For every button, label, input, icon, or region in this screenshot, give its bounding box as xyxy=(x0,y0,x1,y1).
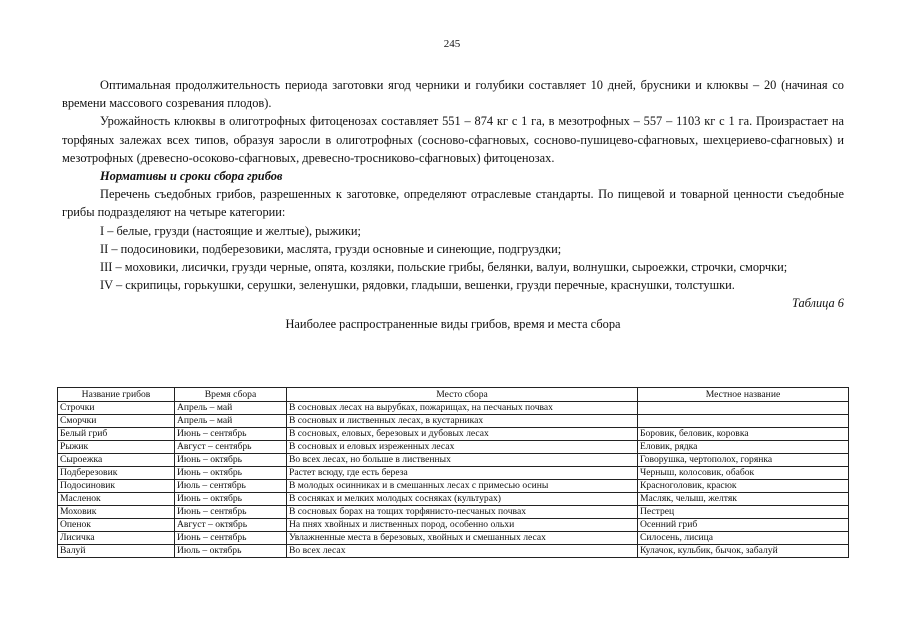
table-cell: Июль – сентябрь xyxy=(175,480,287,493)
table-row xyxy=(58,441,849,454)
table-cell: Во всех лесах xyxy=(287,545,638,558)
table-row xyxy=(58,545,849,558)
table-cell: В сосновых и еловых изреженных лесах xyxy=(287,441,638,454)
column-header: Место сбора xyxy=(287,388,638,402)
table-cell: Черныш, колосовик, обабок xyxy=(638,467,849,480)
table-cell: Август – сентябрь xyxy=(175,441,287,454)
table-row xyxy=(58,493,849,506)
table-cell: В молодых осинниках и в смешанных лесах с примесью осины xyxy=(287,480,638,493)
table-row xyxy=(58,506,849,519)
category-item: I – белые, грузди (настоящие и желтые), рыжики; xyxy=(100,223,361,238)
table-cell: Сморчки xyxy=(58,415,175,428)
table-cell: Во всех лесах, но больше в лиственных xyxy=(287,454,638,467)
table-cell: Август – октябрь xyxy=(175,519,287,532)
body-text xyxy=(62,76,844,333)
table-cell: Увлажненные места в березовых, хвойных и смешанных лесах xyxy=(287,532,638,545)
table-cell: Говорушка, чертополох, горянка xyxy=(638,454,849,467)
table-cell: В сосновых лесах на вырубках, пожарищах, на песчаных почвах xyxy=(287,402,638,415)
table-cell: Опенок xyxy=(58,519,175,532)
table-row xyxy=(58,454,849,467)
table-cell: Подберезовик xyxy=(58,467,175,480)
table-cell: Апрель – май xyxy=(175,415,287,428)
table-cell: Рыжик xyxy=(58,441,175,454)
table-cell: Июнь – октябрь xyxy=(175,493,287,506)
table-cell: Июнь – сентябрь xyxy=(175,532,287,545)
column-header: Название грибов xyxy=(58,388,175,402)
table-label: Таблица 6 xyxy=(792,296,844,311)
table-cell: В сосновых, еловых, березовых и дубовых лесах xyxy=(287,428,638,441)
table-cell: На пнях хвойных и лиственных пород, особенно ольхи xyxy=(287,519,638,532)
table-row xyxy=(58,467,849,480)
table-cell: Кулачок, кульбик, бычок, забалуй xyxy=(638,545,849,558)
table-row xyxy=(58,415,849,428)
table-cell: Красноголовик, красюк xyxy=(638,480,849,493)
table-cell: Моховик xyxy=(58,506,175,519)
table-row xyxy=(58,428,849,441)
table-cell: Силосень, лисица xyxy=(638,532,849,545)
table-row xyxy=(58,480,849,493)
category-item: III – моховики, лисички, грузди черные, опята, козляки, польские грибы, белянки, валуи, волнушки, сыроежки, строчки, сморчки; xyxy=(100,260,788,275)
table-cell: Июль – октябрь xyxy=(175,545,287,558)
table-cell: Июнь – сентябрь xyxy=(175,506,287,519)
table-cell: В сосновых и лиственных лесах, в кустарниках xyxy=(287,415,638,428)
paragraph-harvest-period: Оптимальная продолжительность периода заготовки ягод черники и голубики составляет 10 дней, брусники и клюквы – 20 (начиная со времени массового созревания плодов). xyxy=(62,78,844,111)
table-cell: Строчки xyxy=(58,402,175,415)
mushroom-table xyxy=(57,387,849,558)
table-cell: Масляк, челыш, желтяк xyxy=(638,493,849,506)
table-cell: Июнь – октябрь xyxy=(175,467,287,480)
column-header: Время сбора xyxy=(175,388,287,402)
table-cell: Масленок xyxy=(58,493,175,506)
table-cell: Пестрец xyxy=(638,506,849,519)
page-number: 245 xyxy=(443,38,461,50)
table-cell: Апрель – май xyxy=(175,402,287,415)
table-cell: Растет всюду, где есть береза xyxy=(287,467,638,480)
table-cell: Сыроежка xyxy=(58,454,175,467)
table-cell: Еловик, рядка xyxy=(638,441,849,454)
category-item: IV – скрипицы, горькушки, серушки, зеленушки, рядовки, гладыши, вешенки, грузди перечные, краснушки, толстушки. xyxy=(100,278,735,293)
paragraph-cranberry-yield: Урожайность клюквы в олиготрофных фитоценозах составляет 551 – 874 кг с 1 га, в мезотрофных – 557 – 1103 кг с 1 га. Произрастает на торфяных залежах всех типов, образуя заросли в олиготрофных (сосново-сфагновых, сосново-пушицево-сфагновых, шехцериево-сфагновых) и мезотрофных (древесно-осоково-сфагновых, древесно-тросниково-сфагновых) фитоценозах. xyxy=(62,114,844,165)
table-header-row xyxy=(58,388,849,402)
table-cell: Июнь – октябрь xyxy=(175,454,287,467)
table-row xyxy=(58,402,849,415)
table-cell: Белый гриб xyxy=(58,428,175,441)
table-cell xyxy=(638,402,849,415)
table-cell: В сосняках и мелких молодых сосняках (культурах) xyxy=(287,493,638,506)
table-cell: В сосновых борах на тощих торфянисто-песчаных почвах xyxy=(287,506,638,519)
table-cell: Подосиновик xyxy=(58,480,175,493)
section-heading: Нормативы и сроки сбора грибов xyxy=(100,169,283,184)
category-item: II – подосиновики, подберезовики, маслята, грузди основные и синеющие, подгруздки; xyxy=(100,241,562,256)
table-cell: Июнь – сентябрь xyxy=(175,428,287,441)
table-cell: Лисичка xyxy=(58,532,175,545)
table-cell xyxy=(638,415,849,428)
table-row xyxy=(58,519,849,532)
column-header: Местное название xyxy=(638,388,849,402)
table-title: Наиболее распространенные виды грибов, время и места сбора xyxy=(285,316,621,331)
table-row xyxy=(58,532,849,545)
paragraph-intro: Перечень съедобных грибов, разрешенных к заготовке, определяют отраслевые стандарты. По пищевой и товарной ценности съедобные грибы подразделяют на четыре категории: xyxy=(62,187,844,220)
table-cell: Осенний гриб xyxy=(638,519,849,532)
table-cell: Валуй xyxy=(58,545,175,558)
table-cell: Боровик, беловик, коровка xyxy=(638,428,849,441)
